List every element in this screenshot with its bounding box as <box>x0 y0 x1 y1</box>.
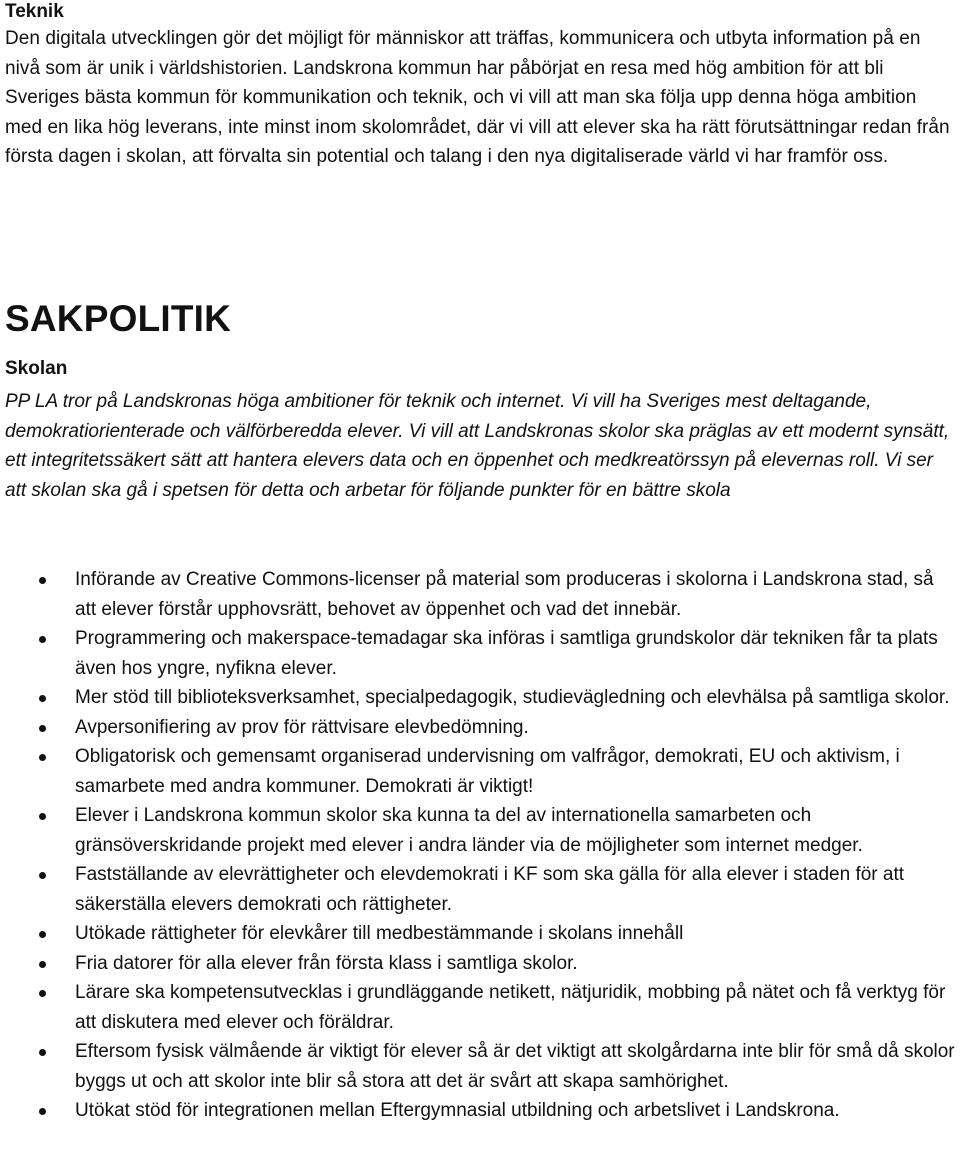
school-heading: Skolan <box>5 358 68 379</box>
bullet-dot-icon <box>39 813 46 820</box>
list-item <box>0 978 955 1037</box>
list-item <box>0 949 955 979</box>
bullet-dot-icon <box>39 725 46 732</box>
list-item-text: Fria datorer för alla elever från första klass i samtliga skolor. <box>75 952 578 974</box>
bullet-dot-icon <box>39 636 46 643</box>
list-item <box>0 565 955 624</box>
technology-heading: Teknik <box>5 1 64 22</box>
list-item <box>0 860 955 919</box>
list-item-text: Obligatorisk och gemensamt organiserad undervisning om valfrågor, demokrati, EU och aktivism, i samarbete med andra kommuner. Demokrati är viktigt! <box>75 746 900 797</box>
bullet-dot-icon <box>39 990 46 997</box>
list-item <box>0 683 955 713</box>
bullet-dot-icon <box>39 1108 46 1115</box>
bullet-dot-icon <box>39 961 46 968</box>
bullet-dot-icon <box>39 754 46 761</box>
school-policy-list <box>0 565 955 1126</box>
list-item-text: Fastställande av elevrättigheter och elevdemokrati i KF som ska gälla för alla elever i staden för att säkerställa elevers demokrati och rättigheter. <box>75 864 905 915</box>
list-item <box>0 624 955 683</box>
list-item-text: Lärare ska kompetensutvecklas i grundläggande netikett, nätjuridik, mobbing på nätet och få verktyg för att diskutera med elever och föräldrar. <box>75 982 946 1033</box>
school-section <box>5 357 955 505</box>
list-item-text: Utökat stöd för integrationen mellan Eftergymnasial utbildning och arbetslivet i Landskrona. <box>75 1100 840 1121</box>
list-item-text: Programmering och makerspace-temadagar ska införas i samtliga grundskolor där tekniken får ta plats även hos yngre, nyfikna elever. <box>75 628 938 679</box>
list-item-text: Elever i Landskrona kommun skolor ska kunna ta del av internationella samarbeten och gränsöverskridande projekt med elever i andra länder via de möjligheter som internet medger. <box>75 805 863 856</box>
list-item <box>0 713 955 743</box>
list-item <box>0 742 955 801</box>
list-item-text: Införande av Creative Commons-licenser på material som produceras i skolorna i Landskrona stad, så att elever förstår upphovsrätt, behovet av öppenhet och vad det innebär. <box>75 569 934 620</box>
technology-paragraph: Den digitala utvecklingen gör det möjligt för människor att träffas, kommunicera och utbyta information på en nivå som är unik i världshistorien. Landskrona kommun har påbörjat en resa med hög ambition för att bli Sveriges bästa kommun för kommunikation och teknik, och vi vill att man ska följa upp denna höga ambition med en lika hög leverans, inte minst inom skolområdet, där vi vill att elever ska ha rätt förutsättningar redan från första dagen i skolan, att förvalta sin potential och talang i den nya digitaliserade värld vi har framför oss. <box>5 28 950 167</box>
list-item-text: Utökade rättigheter för elevkårer till medbestämmande i skolans innehåll <box>75 923 684 944</box>
policy-heading: SAKPOLITIK <box>5 298 232 339</box>
list-item-text: Mer stöd till biblioteksverksamhet, specialpedagogik, studievägledning och elevhälsa på samtliga skolor. <box>75 687 950 708</box>
list-item-text: Eftersom fysisk välmående är viktigt för elever så är det viktigt att skolgårdarna inte blir för små då skolor byggs ut och att skolor inte blir så stora att det är svårt att skapa samhörighet. <box>75 1041 955 1092</box>
list-item-text: Avpersonifiering av prov för rättvisare elevbedömning. <box>75 716 529 738</box>
technology-section <box>5 0 955 172</box>
bullet-dot-icon <box>39 931 46 938</box>
bullet-dot-icon <box>39 1049 46 1056</box>
bullet-dot-icon <box>39 872 46 879</box>
school-intro: PP LA tror på Landskronas höga ambitioner för teknik och internet. Vi vill ha Sveriges mest deltagande, demokratiorienterade och välförberedda elever. Vi vill att Landskronas skolor ska präglas av ett modernt synsätt, ett integritetssäkert sätt att hantera elevers data och en öppenhet och medkreatörssyn på elevernas roll. Vi ser att skolan ska gå i spetsen för detta och arbetar för följande punkter för en bättre skola <box>5 391 950 501</box>
list-item <box>0 919 955 949</box>
list-item <box>0 1037 955 1096</box>
bullet-dot-icon <box>39 577 46 584</box>
bullet-dot-icon <box>39 695 46 702</box>
list-item <box>0 801 955 860</box>
list-item <box>0 1096 955 1126</box>
